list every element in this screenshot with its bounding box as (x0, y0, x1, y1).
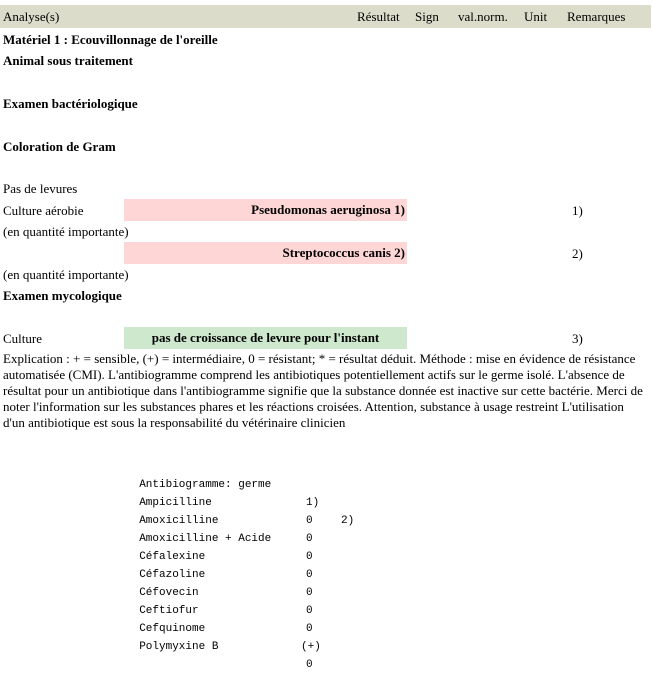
antibiotic-name: Amoxicilline (139, 515, 219, 527)
antibiotic-result: 0 (306, 623, 313, 635)
antibiotic-name: Céfovecin (139, 587, 199, 599)
antibiotic-result: 0 (306, 551, 313, 563)
antibiotic-name: Polymyxine B (139, 641, 219, 653)
bacteriology-heading: Examen bactériologique (3, 96, 138, 111)
header-remarks: Remarques (567, 9, 626, 24)
quantity-note-2: (en quantité importante) (3, 267, 129, 282)
result-yeast: pas de croissance de levure pour l'instant (124, 327, 407, 349)
antibiogram-col-2: 2) (341, 515, 355, 527)
gram-heading: Coloration de Gram (3, 139, 116, 154)
antibiotic-result: 0 (306, 569, 313, 581)
header-result: Résultat (357, 9, 400, 24)
material-title: Matériel 1 : Ecouvillonnage de l'oreille (3, 32, 218, 47)
remark-2: 2) (572, 246, 583, 261)
antibiotic-result: 0 (306, 659, 313, 671)
header-normal-value: val.norm. (458, 9, 508, 24)
antibiogram-col-1: 1) (306, 497, 320, 509)
antibiogram-row (126, 620, 426, 671)
treatment-note: Animal sous traitement (3, 53, 133, 68)
antibiotic-result: 0 (306, 605, 313, 617)
antibiotic-name: Céfazoline (139, 569, 206, 581)
antibiotic-name: Ceftiofur (139, 605, 199, 617)
antibiotic-name: Ampicilline (139, 497, 212, 509)
header-unit: Unit (524, 9, 548, 24)
no-yeast-line: Pas de levures (3, 181, 78, 196)
explanation-paragraph: Explication : + = sensible, (+) = intermédiaire, 0 = résistant; * = résultat déduit. Méthode : mise en évidence de résistance automatisée (CMI). L'antibiogramme comprend les antibiotiques potentiellement actifs sur le germe isolé. L'absence de résultat pour un antibiotique dans l'antibiogramme signifie que la substance donnée est inactive sur cette bactérie. Merci de noter l'information sur les substances phares et les réactions croisées. Attention, substance à usage restreint L'utilisation d'un antibiotique est sous la responsabilité du vétérinaire clinicien (3, 351, 643, 430)
header-analysis: Analyse(s) (3, 9, 60, 24)
quantity-note-1: (en quantité importante) (3, 224, 129, 239)
remark-3: 3) (572, 331, 583, 346)
table-header (0, 5, 651, 28)
header-sign: Sign (415, 9, 439, 24)
result-pseudomonas: Pseudomonas aeruginosa 1) (124, 199, 407, 221)
antibiotic-name: Cefquinome (139, 623, 206, 635)
remark-1: 1) (572, 203, 583, 218)
culture-label: Culture (3, 331, 42, 346)
result-streptococcus: Streptococcus canis 2) (124, 242, 407, 264)
antibiotic-result: 0 (306, 515, 313, 527)
antibiogram-title: Antibiogramme: germe (139, 479, 272, 491)
antibiotic-name: Céfalexine (139, 551, 206, 563)
antibiotic-result: 0 (306, 587, 313, 599)
antibiotic-result: (+) (301, 641, 321, 653)
mycology-heading: Examen mycologique (3, 288, 122, 303)
antibiotic-name: Amoxicilline + Acide (139, 533, 272, 545)
aerobic-culture-label: Culture aérobie (3, 203, 84, 218)
antibiotic-result: 0 (306, 533, 313, 545)
